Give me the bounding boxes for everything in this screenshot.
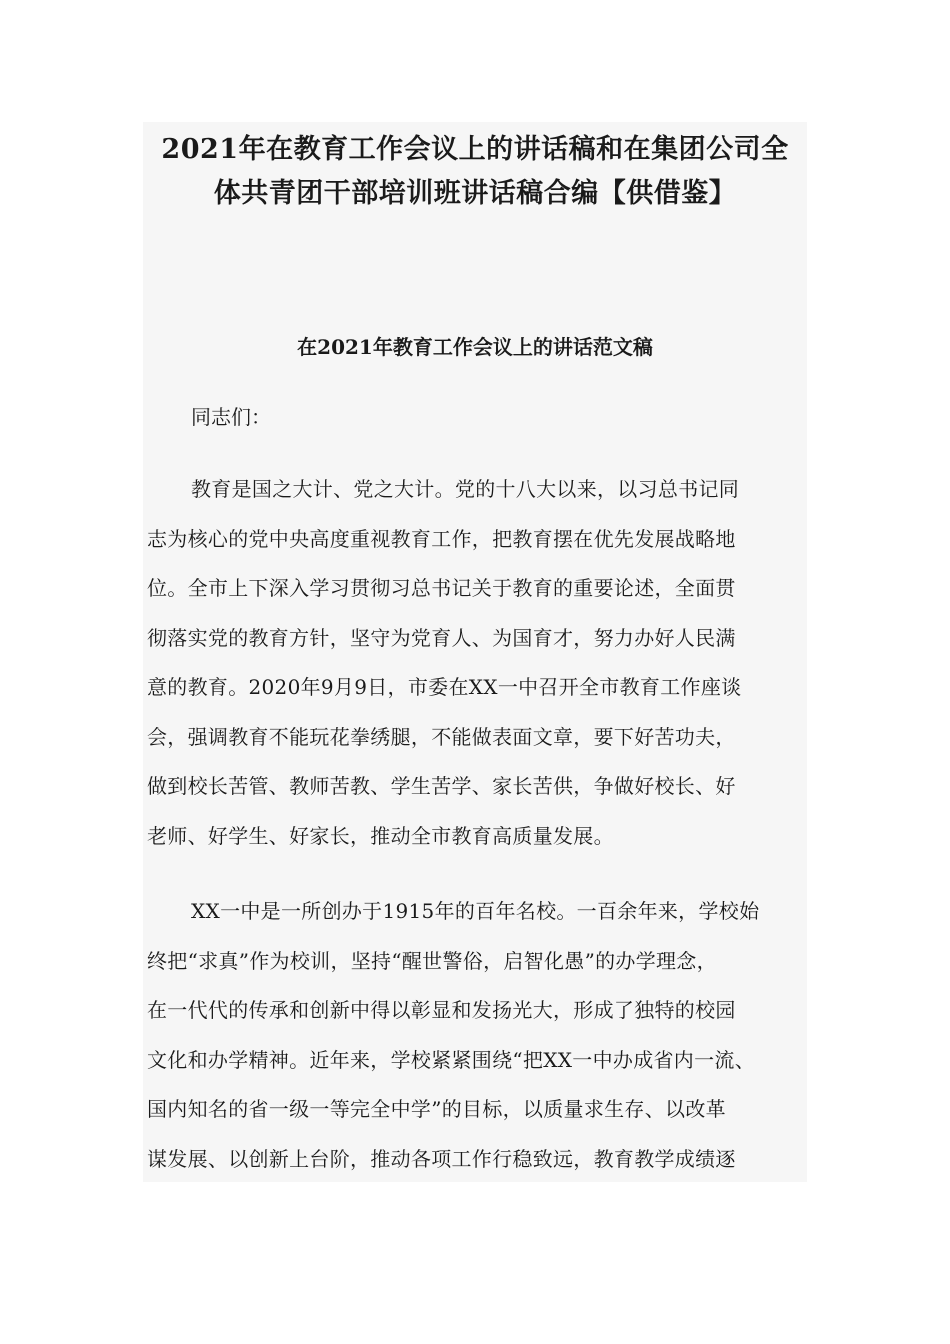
paragraph-2 <box>147 894 827 1191</box>
paragraph-line: 做到校长苦管、教师苦教、学生苦学、家长苦供，争做好校长、好 <box>147 774 736 798</box>
paragraph-line: 国内知名的省一级一等完全中学”的目标，以质量求生存、以改革 <box>147 1097 726 1121</box>
paragraph-line: 终把“求真”作为校训，坚持“醒世警俗，启智化愚”的办学理念， <box>147 948 717 973</box>
document-title-line-1: 2021年在教育工作会议上的讲话稿和在集团公司全 <box>161 134 789 165</box>
document-title-line-2: 体共青团干部培训班讲话稿合编【供借鉴】 <box>213 178 737 209</box>
paragraph-line: 志为核心的党中央高度重视教育工作，把教育摆在优先发展战略地 <box>147 526 736 551</box>
paragraph-line: 教育是国之大计、党之大计。党的十八大以来，以习总书记同 <box>191 477 740 501</box>
paragraph-line: 在一代代的传承和创新中得以彰显和发扬光大，形成了独特的校园 <box>147 998 736 1022</box>
paragraph-line: 会，强调教育不能玩花拳绣腿，不能做表面文章，要下好苦功夫， <box>147 724 736 749</box>
salutation: 同志们： <box>191 405 271 429</box>
document-title <box>143 128 807 216</box>
paragraph-line: 文化和办学精神。近年来，学校紧紧围绕“把XX一中办成省内一流、 <box>147 1047 756 1072</box>
paragraph-line: 谋发展、以创新上台阶，推动各项工作行稳致远，教育教学成绩逐 <box>147 1146 736 1171</box>
paragraph-line: 老师、好学生、好家长，推动全市教育高质量发展。 <box>147 823 614 848</box>
paragraph-line: XX一中是一所创办于1915年的百年名校。一百余年来，学校始 <box>191 899 760 923</box>
paragraph-1 <box>147 472 827 868</box>
paragraph-line: 位。全市上下深入学习贯彻习总书记关于教育的重要论述，全面贯 <box>147 576 736 600</box>
paragraph-line: 彻落实党的教育方针，坚守为党育人、为国育才，努力办好人民满 <box>147 625 736 650</box>
paragraph-line: 意的教育。2020年9月9日，市委在XX一中召开全市教育工作座谈 <box>147 675 742 699</box>
section-title: 在2021年教育工作会议上的讲话范文稿 <box>297 335 653 359</box>
